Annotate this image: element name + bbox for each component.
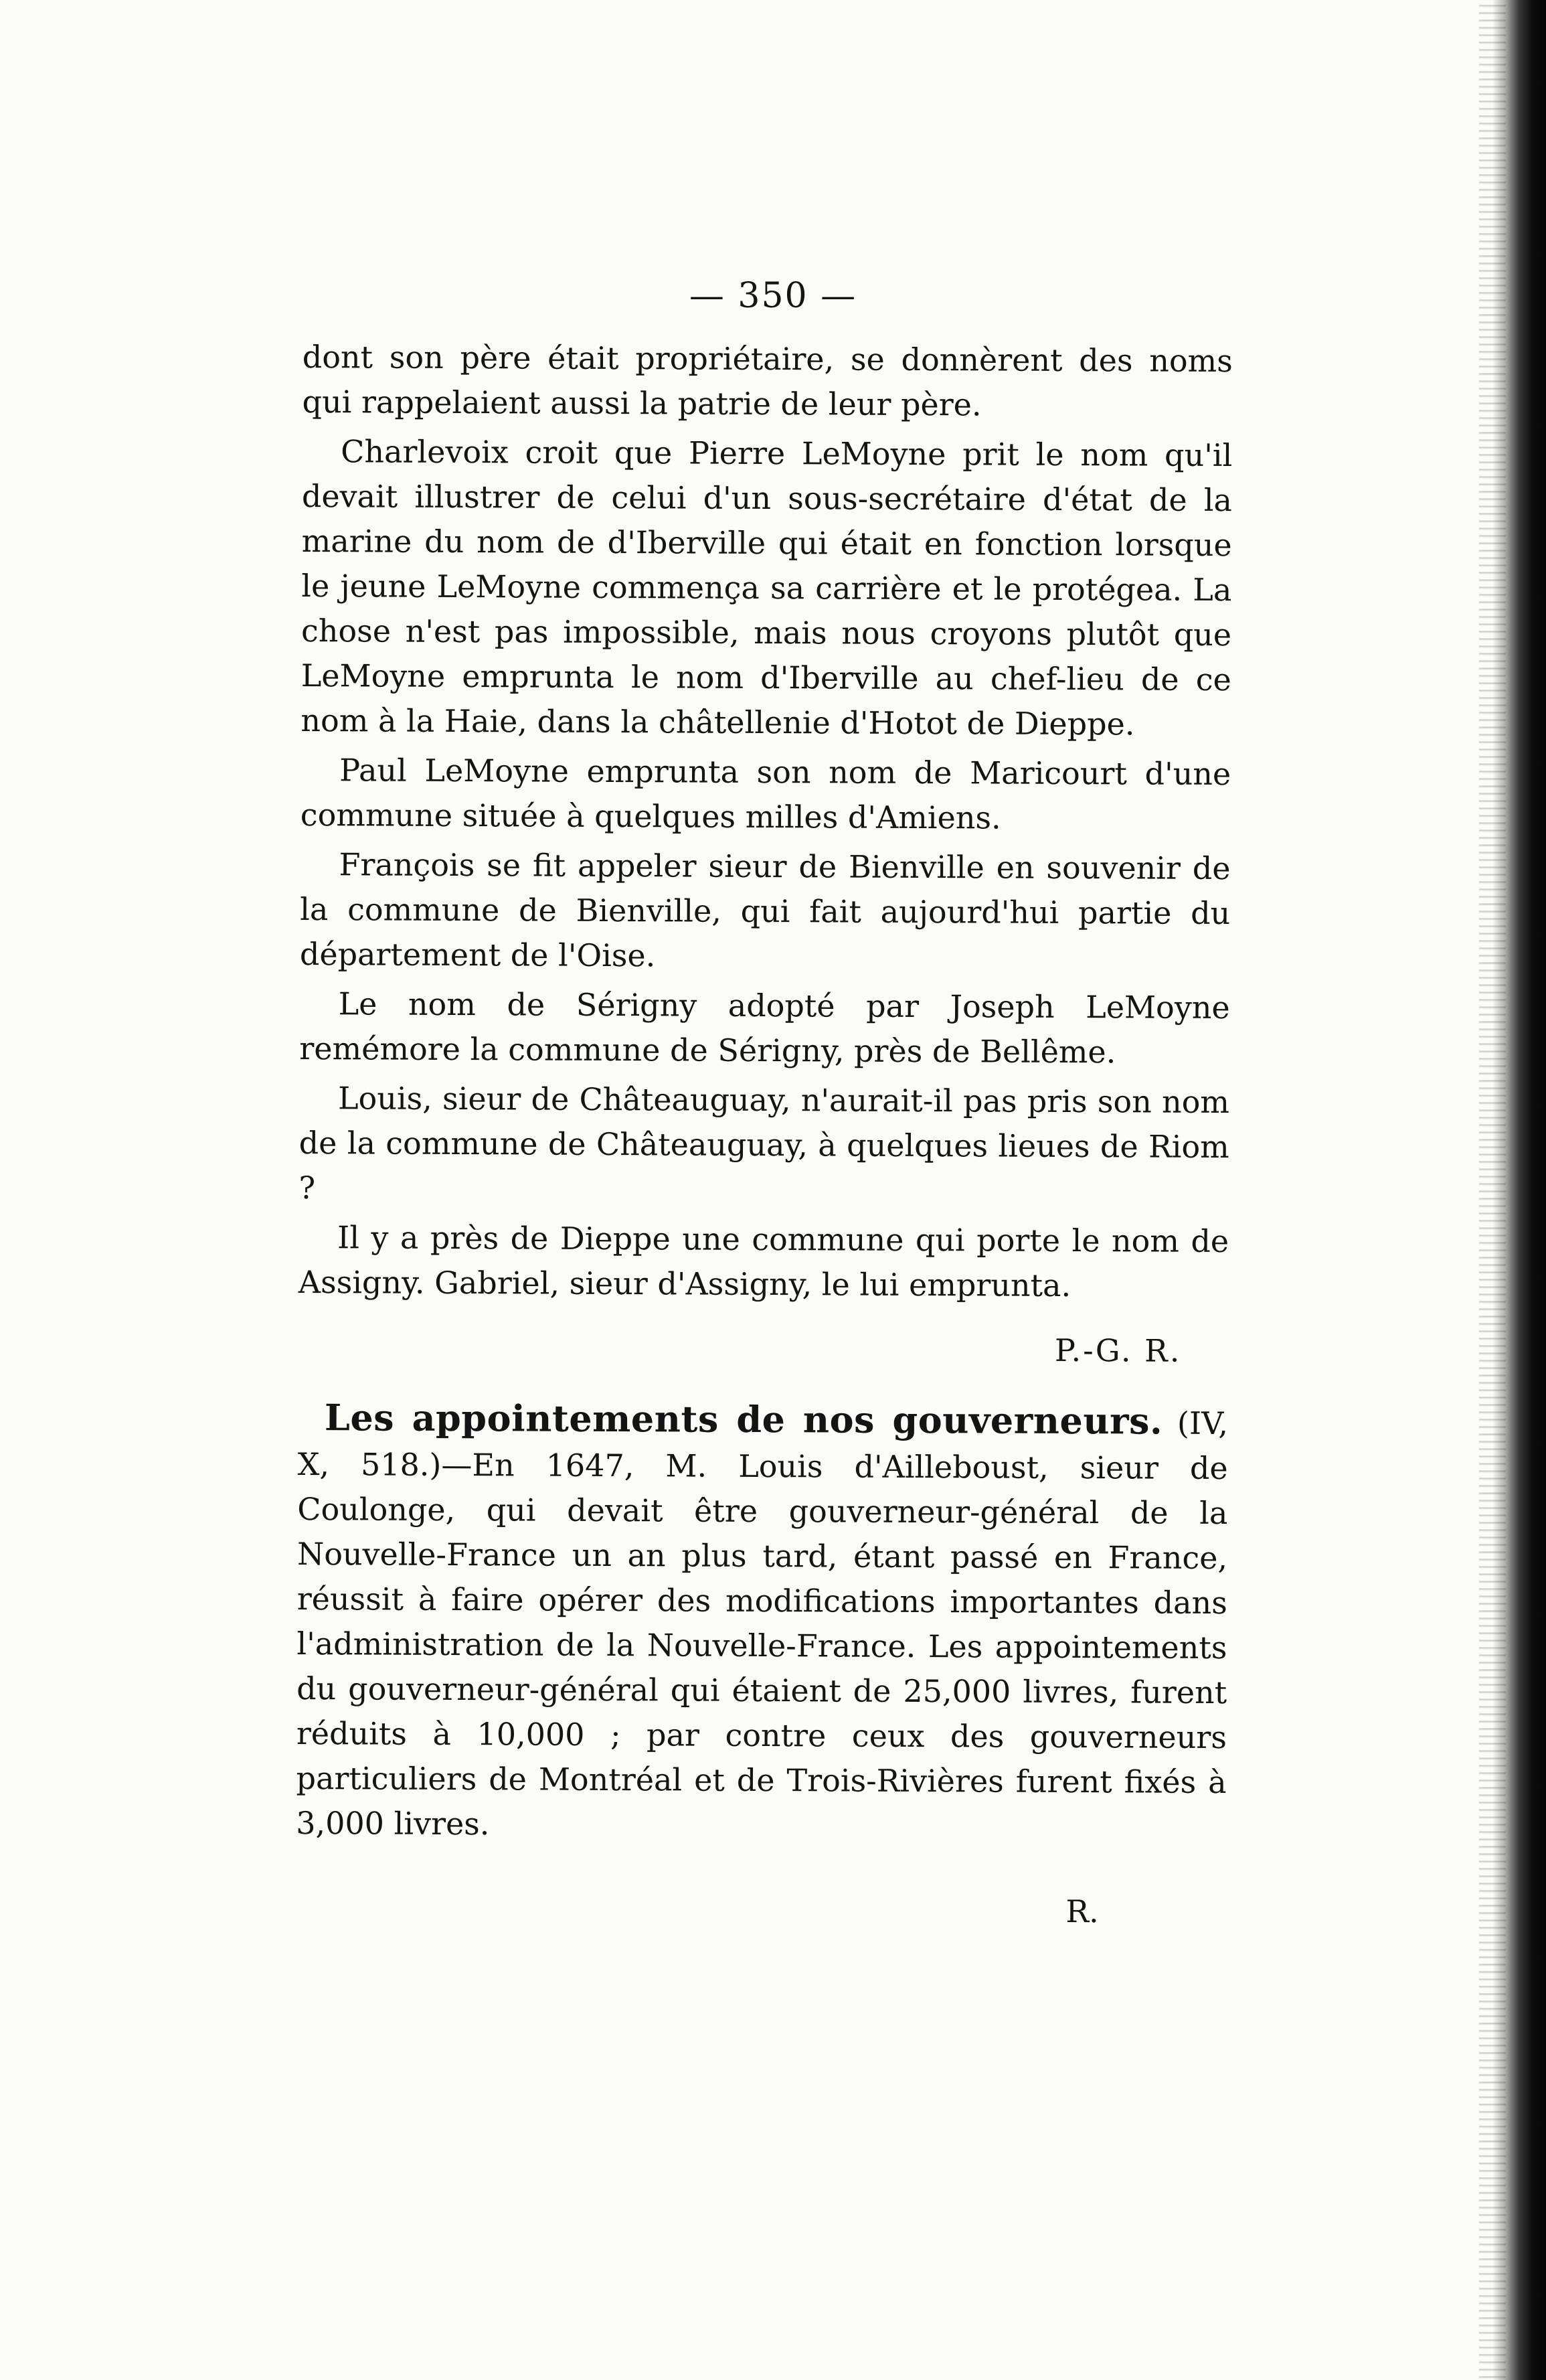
paragraph-continuation: dont son père était propriétaire, se donnèrent des noms qui rappelaient aussi la patrie de leur père.: [302, 338, 1233, 423]
paragraph-serigny: Le nom de Sérigny adopté par Joseph LeMoyne remémore la commune de Sérigny, près de Bellême.: [299, 985, 1230, 1070]
page-number: — 350 —: [689, 276, 857, 316]
text-block: [296, 335, 1233, 1935]
signature-r: R.: [1065, 1893, 1099, 1930]
paragraph-charlevoix: Charlevoix croit que Pierre LeMoyne prit le nom qu'il devait illustrer de celui d'un sous-secrétaire d'état de la marine du nom de d'Iberville qui était en fonction lorsque le jeune LeMoyne commença sa carrière et le protégea. La chose n'est pas impossible, mais nous croyons plutôt que LeMoyne emprunta le nom d'Iberville au chef-lieu de ce nom à la Haie, dans la châtellenie d'Hotot de Dieppe.: [300, 433, 1233, 742]
binding-shadow: [1479, 0, 1506, 2380]
paragraph-assigny: Il y a près de Dieppe une commune qui porte le nom de Assigny. Gabriel, sieur d'Assigny, le lui emprunta.: [298, 1219, 1229, 1304]
section-heading: Les appointements de nos gouverneurs.: [324, 1396, 1163, 1443]
section-body: (IV, X, 518.)—En 1647, M. Louis d'Ailleboust, sieur de Coulonge, qui devait être gouverneur-général de la Nouvelle-France un an plus tard, étant passé en France, réussit à faire opérer des modifications importantes dans l'administration de la Nouvelle-France. Les appointements du gouverneur-général qui étaient de 25,000 livres, furent réduits à 10,000 ; par contre ceux des gouverneurs particuliers de Montréal et de Trois-Rivières furent fixés à 3,000 livres.: [296, 1405, 1229, 1842]
section-appointements: [296, 1395, 1228, 1850]
paragraph-chateauguay: Louis, sieur de Châteauguay, n'aurait-il pas pris son nom de la commune de Châteauguay, à quelques lieues de Riom ?: [298, 1080, 1230, 1206]
signature-pgr: P.-G. R.: [1054, 1332, 1182, 1369]
paragraph-bienville: François se fit appeler sieur de Bienville en souvenir de la commune de Bienville, qui fait aujourd'hui partie du département de l'Oise.: [299, 846, 1231, 974]
paragraph-maricourt: Paul LeMoyne emprunta son nom de Maricourt d'une commune située à quelques milles d'Amiens.: [300, 752, 1231, 836]
